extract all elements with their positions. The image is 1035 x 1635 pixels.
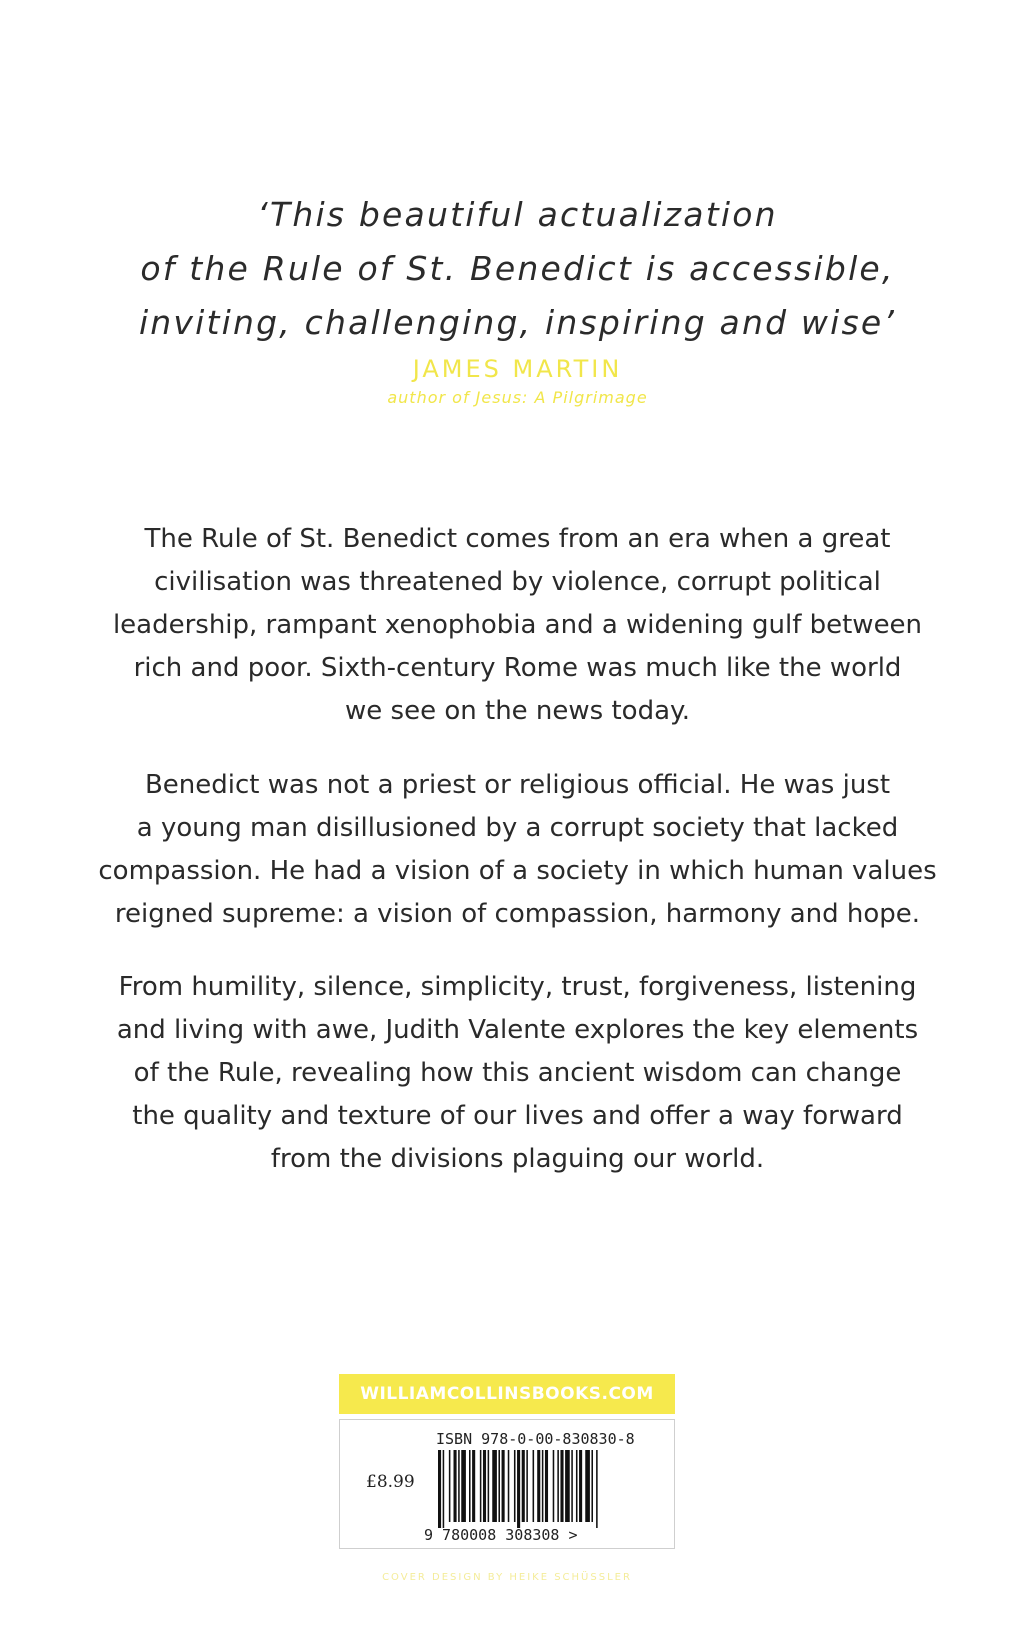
barcode-bar xyxy=(502,1450,505,1522)
barcode-bar xyxy=(533,1450,535,1522)
barcode-bar xyxy=(526,1450,528,1522)
quote-author: JAMES MARTIN xyxy=(412,355,623,383)
paragraph-line: the quality and texture of our lives and offer a way forward xyxy=(132,1101,903,1131)
barcode-bar xyxy=(560,1450,563,1522)
barcode-bar xyxy=(469,1450,471,1522)
barcode-bar xyxy=(517,1450,520,1528)
description-paragraph-1 xyxy=(0,518,1035,733)
barcode-bar xyxy=(483,1450,486,1522)
barcode-bar xyxy=(461,1450,466,1522)
barcode-bar xyxy=(545,1450,548,1522)
paragraph-line: a young man disillusioned by a corrupt society that lacked xyxy=(136,813,899,843)
quote-line-3: inviting, challenging, inspiring and wise’ xyxy=(138,303,897,342)
isbn-label: ISBN 978-0-00-830830-8 xyxy=(436,1430,635,1448)
barcode-bar xyxy=(514,1450,516,1522)
barcode-bar xyxy=(557,1450,559,1522)
barcode-bar xyxy=(472,1450,475,1522)
paragraph-line: From humility, silence, simplicity, trust, forgiveness, listening xyxy=(118,972,917,1002)
barcode-bar xyxy=(508,1450,510,1522)
paragraph-line: and living with awe, Judith Valente explores the key elements xyxy=(116,1015,919,1045)
quote-line-1: ‘This beautiful actualization xyxy=(257,195,778,234)
barcode-bar xyxy=(591,1450,593,1522)
barcode-bar xyxy=(579,1450,582,1522)
description-paragraph-2 xyxy=(0,764,1035,936)
paragraph-line: The Rule of St. Benedict comes from an era when a great xyxy=(144,524,891,554)
barcode-bar xyxy=(576,1450,578,1522)
paragraph-line: civilisation was threatened by violence, corrupt political xyxy=(154,567,881,597)
barcode-bar xyxy=(585,1450,590,1522)
barcode-bar xyxy=(571,1450,573,1522)
paragraph-line: rich and poor. Sixth-century Rome was much like the world xyxy=(133,653,902,683)
description-paragraph-3 xyxy=(0,966,1035,1181)
barcode-image xyxy=(436,1450,660,1528)
barcode-bar xyxy=(553,1450,555,1522)
barcode-bar xyxy=(443,1450,445,1528)
barcode-digits: 9 780008 308308 > xyxy=(424,1526,578,1544)
paragraph-line: of the Rule, revealing how this ancient wisdom can change xyxy=(133,1058,902,1088)
barcode-bar xyxy=(438,1450,441,1528)
barcode-bar xyxy=(458,1450,460,1522)
paragraph-line: leadership, rampant xenophobia and a widening gulf between xyxy=(112,610,923,640)
barcode-bar xyxy=(492,1450,497,1522)
barcode-bar xyxy=(537,1450,540,1522)
barcode-panel xyxy=(339,1419,675,1549)
barcode-bar xyxy=(565,1450,570,1522)
quote-line-2: of the Rule of St. Benedict is accessible, xyxy=(140,249,895,288)
paragraph-line: we see on the news today. xyxy=(345,696,690,726)
barcode-bar xyxy=(449,1450,451,1522)
barcode-bar xyxy=(498,1450,500,1522)
barcode-bar xyxy=(480,1450,482,1522)
barcode-bar xyxy=(596,1450,598,1528)
paragraph-line: reigned supreme: a vision of compassion, harmony and hope. xyxy=(114,899,921,929)
paragraph-line: from the divisions plaguing our world. xyxy=(270,1144,765,1174)
barcode-bar xyxy=(454,1450,457,1522)
barcode-bar xyxy=(542,1450,544,1522)
cover-design-credit: COVER DESIGN BY HEIKE SCHÜSSLER xyxy=(382,1572,632,1583)
price-label: £8.99 xyxy=(366,1472,415,1492)
publisher-website: WILLIAMCOLLINSBOOKS.COM xyxy=(339,1374,675,1414)
paragraph-line: compassion. He had a vision of a society in which human values xyxy=(98,856,937,886)
quote-author-work: author of Jesus: A Pilgrimage xyxy=(387,388,648,407)
barcode-bar xyxy=(522,1450,525,1522)
barcode-bar xyxy=(488,1450,490,1522)
paragraph-line: Benedict was not a priest or religious official. He was just xyxy=(144,770,891,800)
endorsement-quote xyxy=(0,188,1035,410)
